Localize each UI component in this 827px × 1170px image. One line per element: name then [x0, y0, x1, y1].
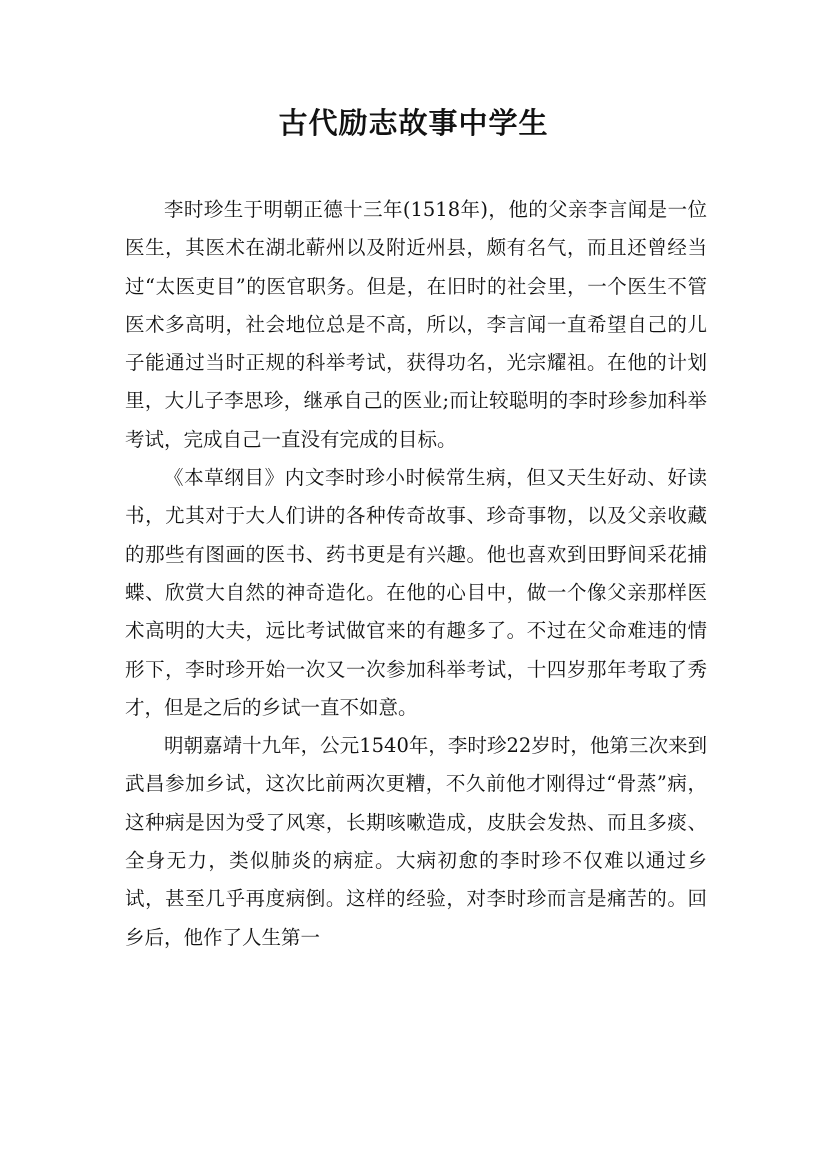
paragraph-3: 明朝嘉靖十九年，公元1540年，李时珍22岁时，他第三次来到武昌参加乡试，这次比前两次更糟，不久前他才刚得过“骨蒸”病，这种病是因为受了风寒，长期咳嗽造成，皮肤会发热、而且多痰、全身无力，类似肺炎的病症。大病初愈的李时珍不仅难以通过乡试，甚至几乎再度病倒。这样的经验，对李时珍而言是痛苦的。回乡后，他作了人生第一: [125, 734, 707, 949]
paragraph-2: 《本草纲目》内文李时珍小时候常生病，但又天生好动、好读书，尤其对于大人们讲的各种传奇故事、珍奇事物，以及父亲收藏的那些有图画的医书、药书更是有兴趣。他也喜欢到田野间采花捕蝶、欣赏大自然的神奇造化。在他的心目中，做一个像父亲那样医术高明的大夫，远比考试做官来的有趣多了。不过在父命难违的情形下，李时珍开始一次又一次参加科举考试，十四岁那年考取了秀才，但是之后的乡试一直不如意。: [125, 466, 707, 719]
document-body: [125, 191, 707, 957]
paragraph-1: 李时珍生于明朝正德十三年(1518年)，他的父亲李言闻是一位医生，其医术在湖北蕲州以及附近州县，颇有名气，而且还曾经当过“太医吏目”的医官职务。但是，在旧时的社会里，一个医生不管医术多高明，社会地位总是不高，所以，李言闻一直希望自己的儿子能通过当时正规的科举考试，获得功名，光宗耀祖。在他的计划里，大儿子李思珍，继承自己的医业;而让较聪明的李时珍参加科举考试，完成自己一直没有完成的目标。: [125, 198, 707, 451]
page-title: 古代励志故事中学生: [278, 106, 549, 140]
